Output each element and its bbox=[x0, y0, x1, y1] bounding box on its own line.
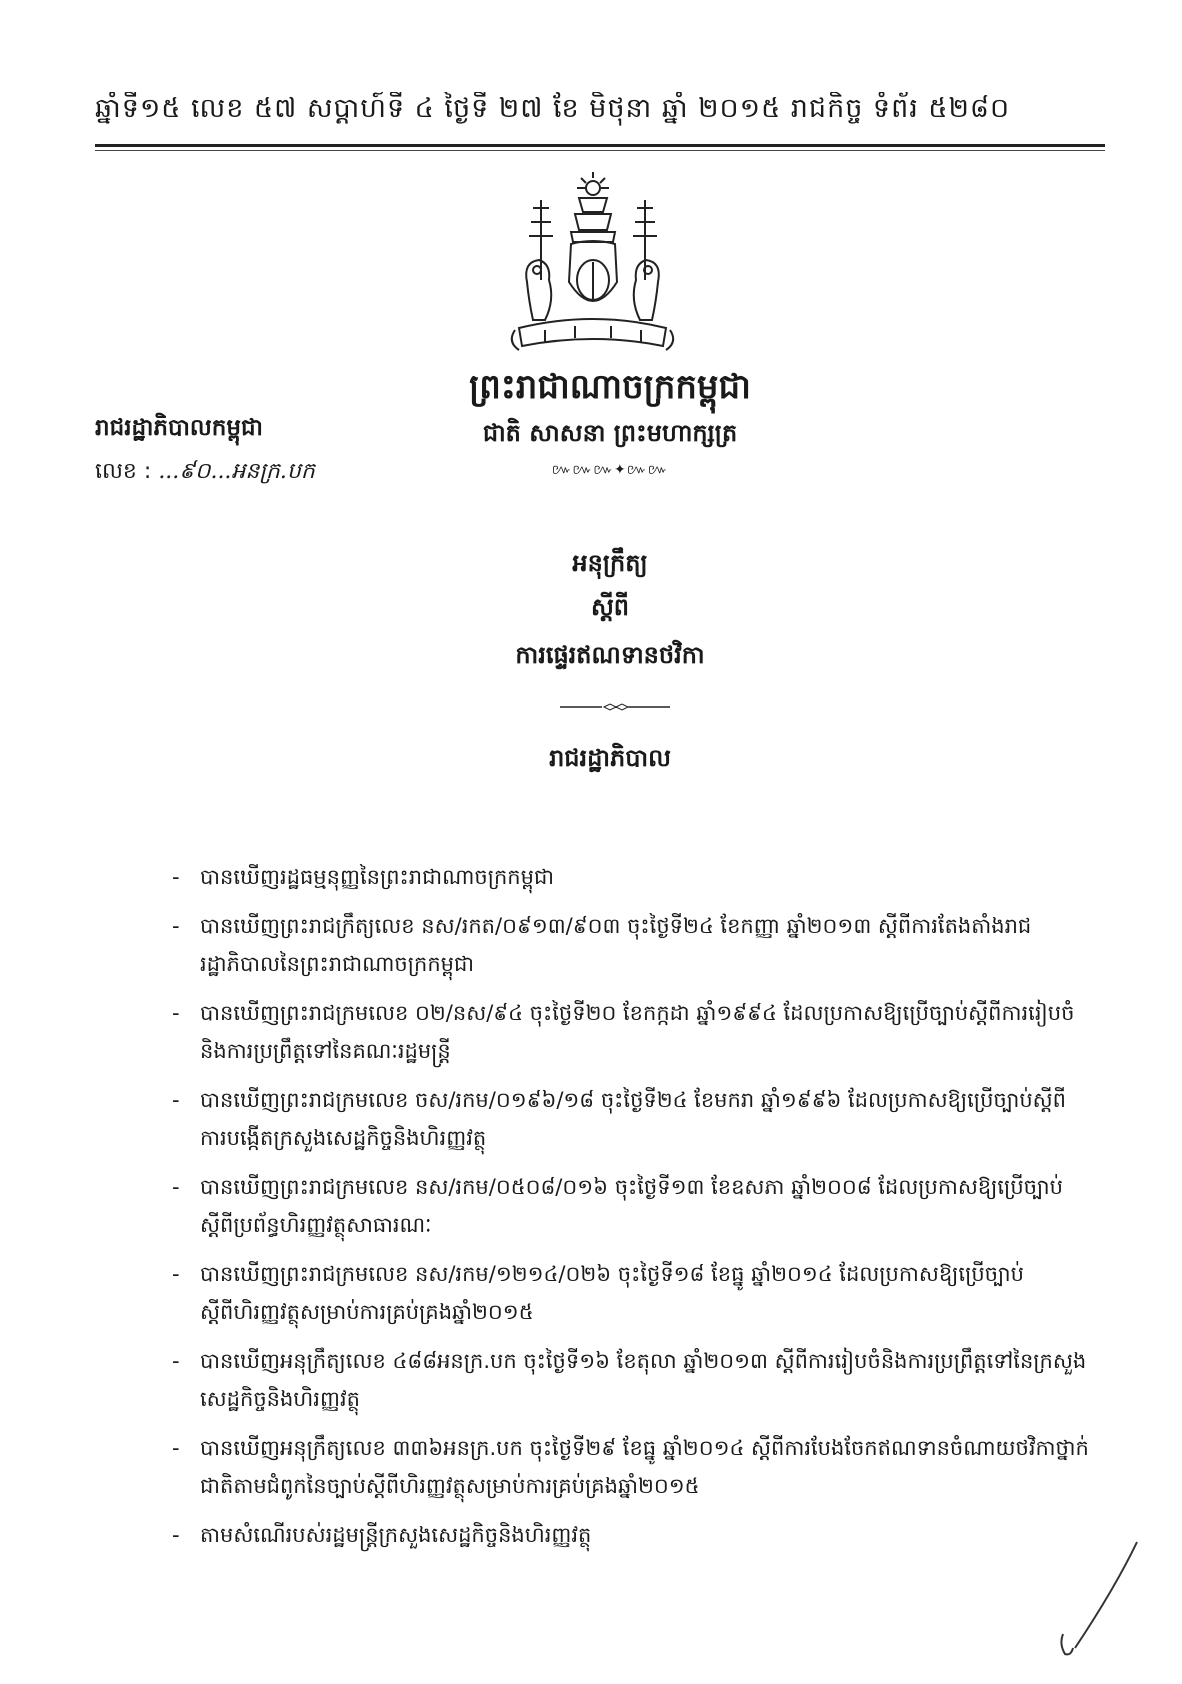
visa-item: - បានឃើញអនុក្រឹត្យលេខ ៤៨៨អនក្រ.បក ចុះថ្ងៃទី១៦ ខែតុលា ឆ្នាំ២០១៣ ស្តីពីការរៀបចំនិងការប្រព្រឹត្តទៅនៃក្រសួងសេដ្ឋកិច្ចនិងហិរញ្ញវត្ថុ bbox=[172, 1342, 1092, 1418]
kingdom-name: ព្រះរាជាណាចក្រកម្ពុជា bbox=[469, 367, 751, 407]
visa-item: - បានឃើញព្រះរាជក្រមលេខ នស/រកម/១២១៤/០២៦ ចុះថ្ងៃទី១៨ ខែធ្នូ ឆ្នាំ២០១៤ ដែលប្រកាសឱ្យប្រើច្បាប់ស្តីពីហិរញ្ញវត្ថុសម្រាប់ការគ្រប់គ្រងឆ្នាំ២០១៥ bbox=[172, 1255, 1092, 1331]
motto-ornament: ៚៚៚✦៚៚ bbox=[551, 462, 669, 478]
document-about: ស្តីពី bbox=[590, 593, 630, 621]
divider-ornament bbox=[560, 703, 670, 711]
national-motto: ជាតិ សាសនា ព្រះមហាក្សត្រ bbox=[482, 419, 738, 447]
header-rule-secondary bbox=[95, 150, 1105, 151]
gazette-header: ឆ្នាំទី១៥ លេខ ៥៧ សប្តាហ៍ទី ៤ ថ្ងៃទី ២៧ ខែ មិថុនា ឆ្នាំ ២០១៥ រាជកិច្ច ទំព័រ ៥២៨០ bbox=[95, 93, 1011, 124]
visa-text: បានឃើញព្រះរាជក្រមលេខ នស/រកម/១២១៤/០២៦ ចុះថ្ងៃទី១៨ ខែធ្នូ ឆ្នាំ២០១៤ ដែលប្រកាសឱ្យប្រើច្បាប់ស្តីពីហិរញ្ញវត្ថុសម្រាប់ការគ្រប់គ្រងឆ្នាំ២០១៥ bbox=[200, 1262, 1024, 1324]
visa-text: បានឃើញព្រះរាជក្រមលេខ ០២/នស/៩៤ ចុះថ្ងៃទី២០ ខែកក្កដា ឆ្នាំ១៩៩៤ ដែលប្រកាសឱ្យប្រើច្បាប់ស្តីពីការរៀបចំនិងការប្រព្រឹត្តទៅនៃគណៈរដ្ឋមន្ត្រី bbox=[200, 1001, 1075, 1063]
visa-item: - បានឃើញរដ្ឋធម្មនុញ្ញនៃព្រះរាជាណាចក្រកម្ពុជា bbox=[172, 858, 1092, 896]
royal-coat-of-arms-icon bbox=[505, 170, 680, 365]
header-rule bbox=[95, 144, 1105, 147]
visa-item: - បានឃើញព្រះរាជក្រមលេខ នស/រកម/០៥០៨/០១៦ ចុះថ្ងៃទី១៣ ខែឧសភា ឆ្នាំ២០០៨ ដែលប្រកាសឱ្យប្រើច្បាប់ស្តីពីប្រព័ន្ធហិរញ្ញវត្ថុសាធារណៈ bbox=[172, 1168, 1092, 1244]
visa-list bbox=[172, 858, 1092, 1565]
visa-text: តាមសំណើរបស់រដ្ឋមន្ត្រីក្រសួងសេដ្ឋកិច្ចនិងហិរញ្ញវត្ថុ bbox=[200, 1523, 592, 1547]
visa-text: បានឃើញអនុក្រឹត្យលេខ ៣៣៦អនក្រ.បក ចុះថ្ងៃទី២៩ ខែធ្នូ ឆ្នាំ២០១៤ ស្តីពីការបែងចែកឥណទានចំណាយថវិកាថ្នាក់ជាតិតាមជំពូកនៃច្បាប់ស្តីពីហិរញ្ញវត្ថុសម្រាប់ការគ្រប់គ្រងឆ្នាំ២០១៥ bbox=[200, 1436, 1089, 1498]
visa-item: - បានឃើញព្រះរាជក្រមលេខ ០២/នស/៩៤ ចុះថ្ងៃទី២០ ខែកក្កដា ឆ្នាំ១៩៩៤ ដែលប្រកាសឱ្យប្រើច្បាប់ស្តីពីការរៀបចំនិងការប្រព្រឹត្តទៅនៃគណៈរដ្ឋមន្ត្រី bbox=[172, 994, 1092, 1070]
visa-item: - តាមសំណើរបស់រដ្ឋមន្ត្រីក្រសួងសេដ្ឋកិច្ចនិងហិរញ្ញវត្ថុ bbox=[172, 1516, 1092, 1554]
visa-text: បានឃើញព្រះរាជក្រឹត្យលេខ នស/រកត/០៩១៣/៩០៣ ចុះថ្ងៃទី២៤ ខែកញ្ញា ឆ្នាំ២០១៣ ស្តីពីការតែងតាំងរាជរដ្ឋាភិបាលនៃព្រះរាជាណាចក្រកម្ពុជា bbox=[200, 914, 1032, 976]
visa-text: បានឃើញព្រះរាជក្រមលេខ នស/រកម/០៥០៨/០១៦ ចុះថ្ងៃទី១៣ ខែឧសភា ឆ្នាំ២០០៨ ដែលប្រកាសឱ្យប្រើច្បាប់ស្តីពីប្រព័ន្ធហិរញ្ញវត្ថុសាធារណៈ bbox=[200, 1175, 1063, 1237]
visa-text: បានឃើញរដ្ឋធម្មនុញ្ញនៃព្រះរាជាណាចក្រកម្ពុជា bbox=[200, 865, 554, 889]
document-type: អនុក្រឹត្យ bbox=[572, 549, 648, 577]
visa-item: - បានឃើញអនុក្រឹត្យលេខ ៣៣៦អនក្រ.បក ចុះថ្ងៃទី២៩ ខែធ្នូ ឆ្នាំ២០១៤ ស្តីពីការបែងចែកឥណទានចំណាយថវិកាថ្នាក់ជាតិតាមជំពូកនៃច្បាប់ស្តីពីហិរញ្ញវត្ថុសម្រាប់ការគ្រប់គ្រងឆ្នាំ២០១៥ bbox=[172, 1429, 1092, 1505]
document-subject: ការផ្ទេរឥណទានថវិកា bbox=[515, 641, 705, 669]
visa-text: បានឃើញព្រះរាជក្រមលេខ ចស/រកម/០១៩៦/១៨ ចុះថ្ងៃទី២៤ ខែមករា ឆ្នាំ១៩៩៦ ដែលប្រកាសឱ្យប្រើច្បាប់ស្តីពីការបង្កើតក្រសួងសេដ្ឋកិច្ចនិងហិរញ្ញវត្ថុ bbox=[200, 1088, 1066, 1150]
government-name: រាជរដ្ឋាភិបាលកម្ពុជា bbox=[95, 415, 263, 441]
document-number-label: លេខ : bbox=[95, 459, 152, 484]
visa-item: - បានឃើញព្រះរាជក្រមលេខ ចស/រកម/០១៩៦/១៨ ចុះថ្ងៃទី២៤ ខែមករា ឆ្នាំ១៩៩៦ ដែលប្រកាសឱ្យប្រើច្បាប់ស្តីពីការបង្កើតក្រសួងសេដ្ឋកិច្ចនិងហិរញ្ញវត្ថុ bbox=[172, 1081, 1092, 1157]
visa-item: - បានឃើញព្រះរាជក្រឹត្យលេខ នស/រកត/០៩១៣/៩០៣ ចុះថ្ងៃទី២៤ ខែកញ្ញា ឆ្នាំ២០១៣ ស្តីពីការតែងតាំងរាជរដ្ឋាភិបាលនៃព្រះរាជាណាចក្រកម្ពុជា bbox=[172, 907, 1092, 983]
document-number-value: ...៩០...អនក្រ.បក bbox=[158, 459, 315, 484]
issuing-authority: រាជរដ្ឋាភិបាល bbox=[549, 744, 671, 772]
visa-text: បានឃើញអនុក្រឹត្យលេខ ៤៨៨អនក្រ.បក ចុះថ្ងៃទី១៦ ខែតុលា ឆ្នាំ២០១៣ ស្តីពីការរៀបចំនិងការប្រព្រឹត្តទៅនៃក្រសួងសេដ្ឋកិច្ចនិងហិរញ្ញវត្ថុ bbox=[200, 1349, 1087, 1411]
handwritten-initial-mark bbox=[1055, 1538, 1155, 1658]
document-number bbox=[95, 457, 315, 489]
